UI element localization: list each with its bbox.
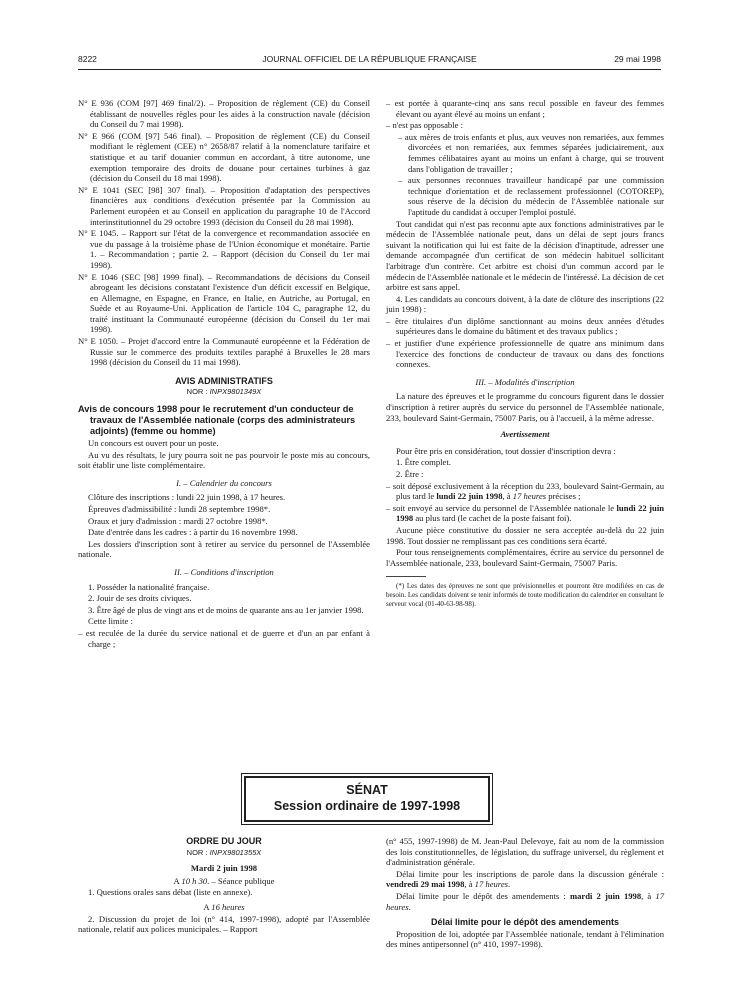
opposable-item: – aux mères de trois enfants et plus, aux veuves non remariées, aux femmes divorcées et non remariées, aux femmes séparées judiciairement, aux femmes célibataires ayant au moins un enfant à charge, qui se trouvent dans l'obligation de travailler ; (398, 131, 664, 174)
ordre-left-column (78, 836, 370, 936)
ordre-day: Mardi 2 juin 1998 (190, 863, 258, 874)
senat-banner (244, 776, 490, 822)
condition-4: 4. Les candidats au concours doivent, à la date de clôture des inscriptions (22 juin 1998) : (386, 293, 664, 315)
condition-line: 1. Posséder la nationalité française. (88, 581, 210, 592)
section-title-calendar: I. – Calendrier du concours (176, 477, 272, 488)
limite-item: – est reculée de la durée du service national et de guerre et d'un an par enfant à charge ; (78, 627, 370, 649)
senat-subtitle: Session ordinaire de 1997-1998 (273, 799, 461, 813)
calendar-line: Date d'entrée dans les cadres : à partir du 16 novembre 1998. (88, 527, 298, 538)
page-header (78, 54, 661, 68)
reference-item: N° E 1046 (SEC [98] 1999 final). – Recommandations de décisions du Conseil abrogeant les décisions constatant l'existence d'un déficit excessif en Belgique, en Allemagne, en Espagne, en France, en Italie, en Autriche, au Portugal, en Suède et au Royaume-Uni. Application de l'article 104 C, paragraphe 12, du traité instituant la Communauté européenne (décision du Conseil du 1er mai 1998). (78, 271, 370, 335)
heures-line: A 16 heures (203, 901, 245, 912)
reference-list (78, 98, 370, 368)
ordre-right-column (386, 836, 664, 951)
reference-item: N° E 1045. – Rapport sur l'état de la convergence et recommandation associée en vue du passage à la troisième phase de l'Union économique et monétaire. Partie 1. – Recommandation ; partie 2. – Rapport (décision du Conseil du 1er mai 1998). (78, 228, 370, 270)
ordre-heading: ORDRE DU JOUR (186, 836, 262, 846)
footnote: (*) Les dates des épreuves ne sont que prévisionnelles et pourront être modifiées en cas de besoin. Les candidats doivent se tenir informés de toute modification du calendrier en consultant le serveur vocal (01-40-63-98-98). (386, 582, 664, 608)
left-column (78, 98, 370, 650)
rapport-continuation: (n° 455, 1997-1998) de M. Jean-Paul Delevoye, fait au nom de la commission des lois constitutionnelles, de législation, du suffrage universel, du règlement et d'administration générale. (386, 836, 664, 868)
calendar-line: Clôture des inscriptions : lundi 22 juin 1998, à 17 heures. (88, 492, 286, 503)
intro-line: Au vu des résultats, le jury pourra soit ne pas pourvoir le poste mis au concours, soit établir une liste complémentaire. (78, 449, 370, 471)
calendar-line: Épreuves d'admissibilité : lundi 28 septembre 1998*. (88, 504, 271, 514)
delai-inscriptions: Délai limite pour les inscriptions de parole dans la discussion générale : vendredi 29 mai 1998, à 17 heures. (386, 868, 664, 890)
avertissement-title: Avertissement (500, 429, 550, 440)
arbitrage-paragraph: Tout candidat qui n'est pas reconnu apte aux fonctions administratives par le médecin de l'Assemblée nationale peut, dans un délai de sept jours francs suivant la notification qui lui est faite de la décision d'inaptitude, adresser une demande accompagnée d'un certificat de son médecin habituel sollicitant l'arbitrage d'un contrère. Cet arbitre est choisi d'un commun accord par le médecin de l'Assemblée nationale et le médecin de l'intéressé. La décision de cet arbitre est sans appel. (386, 218, 664, 293)
renseignements: Pour tous renseignements complémentaires, écrire au service du personnel de l'Assemblée nationale, 233, boulevard Saint-Germain, 75007 Paris. (386, 547, 664, 568)
calendar-line: Oraux et jury d'admission : mardi 27 octobre 1998*. (88, 515, 268, 526)
issue-date: 29 mai 1998 (614, 54, 661, 64)
senat-title: SÉNAT (346, 783, 388, 797)
reference-item: N° E 1050. – Projet d'accord entre la Communauté européenne et la Fédération de Russie sur le commerce des produits textiles paraphé à Bruxelles le 28 mars 1998 (décision du Conseil du 11 mai 1998). (78, 336, 370, 368)
limite-item: – est portée à quarante-cinq ans sans recul possible en faveur des femmes élevant ou ayant élevé au moins un enfant ; (386, 98, 664, 119)
concours-title: Avis de concours 1998 pour le recrutement d'un conducteur de travaux de l'Assemblée nationale (corps des administrateurs adjoints) (femme ou homme) (78, 404, 356, 437)
calendar-line: Les dossiers d'inscription sont à retirer au service du personnel de l'Assemblée nationale. (78, 538, 370, 560)
ordre-nor: NOR : INPX9801355X (186, 847, 262, 857)
avertissement-dash: – soit déposé exclusivement à la réception du 233, boulevard Saint-Germain, au plus tard le lundi 22 juin 1998, à 17 heures précises ; (386, 480, 664, 502)
limite-item: – n'est pas opposable : (386, 120, 463, 131)
cond4-item: – être titulaires d'un diplôme sanctionnant au moins deux années d'études supérieures dans le domaine du bâtiment et des travaux publics ; (386, 315, 664, 337)
reference-item: N° E 966 (COM [97] 546 final). – Proposition de règlement (CE) du Conseil modifiant le règlement (CEE) n° 2658/87 relatif à la nomenclature tarifaire et statistique et au tarif douanier commun en accordant, à titre autonome, une exemption temporaire des droits de douane pour certaines turbines à gaz (décision du Conseil du 18 mai 1998). (78, 130, 370, 184)
ordre-item: 2. Discussion du projet de loi (n° 414, 1997-1998), adopté par l'Assemblée nationale, relatif aux polices municipales. – Rapport (78, 913, 370, 935)
avertissement-intro: Pour être pris en considération, tout dossier d'inscription devra : (396, 445, 616, 456)
cette-limite: Cette limite : (88, 616, 133, 627)
footnote-rule (386, 576, 426, 577)
reference-item: N° E 936 (COM [97] 469 final/2). – Proposition de règlement (CE) du Conseil établissant de nouvelles règles pour les aides à la construction navale (décision du Conseil du 7 mai 1998). (78, 98, 370, 130)
avertissement-item: 1. Être complet. (396, 457, 451, 468)
cond4-item: – et justifier d'une expérience professionnelle de quatre ans minimum dans l'exercice des fonctions de conducteur de travaux ou dans des fonctions connexes. (386, 338, 664, 370)
seance-line: A 10 h 30. – Séance publique (173, 875, 275, 886)
modalites-paragraph: La nature des épreuves et le programme du concours figurent dans le dossier d'inscription à retirer auprès du service du personnel de l'Assemblée nationale, 233, boulevard Saint-Germain, 75007 Paris, ou à l'accueil, à la même adresse. (386, 391, 664, 423)
journal-title: JOURNAL OFFICIEL DE LA RÉPUBLIQUE FRANÇAISE (262, 54, 477, 64)
aucune-piece: Aucune pièce constitutive du dossier ne sera acceptée au-delà du 22 juin 1998. Tout dossier ne remplissant pas ces conditions sera écarté. (386, 524, 664, 546)
avertissement-dash: – soit envoyé au service du personnel de l'Assemblée nationale le lundi 22 juin 1998 au plus tard (le cachet de la poste faisant foi). (386, 502, 664, 524)
reference-item: N° E 1041 (SEC [98] 307 final). – Proposition d'adaptation des perspectives financières aux conditions d'exécution présentée par la Commission au Parlement européen et au Conseil en application du paragraphe 10 de l'Accord interinstitutionnel du 29 octobre 1993 (décision du Conseil du 28 mai 1998). (78, 184, 370, 227)
section-title-modalites: III. – Modalités d'inscription (475, 376, 575, 387)
avis-nor: NOR : INPX9801349X (186, 387, 262, 397)
condition-line: 2. Jouir de ses droits civiques. (88, 593, 192, 604)
delai-amendements: Délai limite pour le dépôt des amendements : mardi 2 juin 1998, à 17 heures. (386, 890, 664, 912)
avis-heading: AVIS ADMINISTRATIFS (175, 375, 273, 386)
ordre-item: 1. Questions orales sans débat (liste en annexe). (88, 887, 253, 898)
proposition-loi: Proposition de loi, adoptée par l'Assemblée nationale, tendant à l'élimination des mines antipersonnel (n° 410, 1997-1998). (386, 928, 664, 950)
depot-heading: Délai limite pour le dépôt des amendements (430, 917, 620, 928)
header-rule (78, 69, 661, 70)
opposable-item: – aux personnes reconnues travailleur handicapé par une commission technique d'orientation et de reclassement professionnel (COTOREP), sous réserve de la décision du médecin de l'Assemblée nationale sur l'aptitude du candidat à occuper l'emploi postulé. (398, 175, 664, 217)
condition-line: 3. Être âgé de plus de vingt ans et de moins de quarante ans au 1er janvier 1998. (88, 604, 364, 615)
page-number: 8222 (78, 54, 97, 64)
intro-line: Un concours est ouvert pour un poste. (88, 438, 219, 449)
avertissement-item: 2. Être : (396, 469, 424, 479)
right-column (386, 98, 664, 609)
section-title-conditions: II. – Conditions d'inscription (174, 566, 274, 577)
